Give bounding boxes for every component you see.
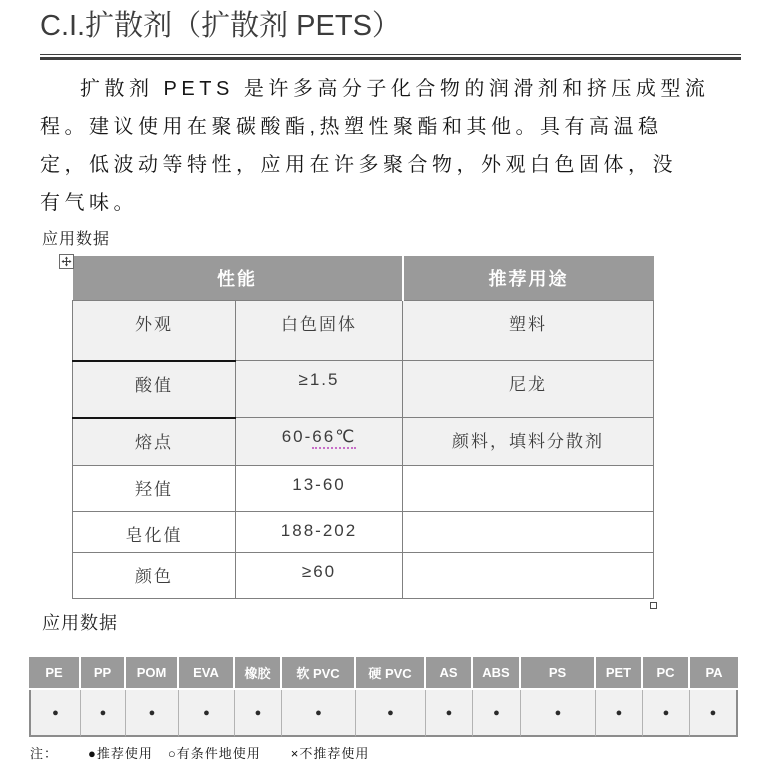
mark-cell: ●: [179, 690, 235, 737]
use-cell: 尼龙: [403, 361, 654, 418]
use-cell: 颜料，填料分散剂: [403, 418, 654, 466]
table-row: [73, 418, 654, 466]
mark-cell: ●: [81, 690, 126, 737]
section2-heading: 应用数据: [42, 613, 118, 633]
mark-cell: ●: [29, 690, 81, 737]
intro-line: 定，低波动等特性，应用在许多聚合物，外观白色固体，没: [40, 154, 677, 176]
application-table-marks-row: [29, 690, 738, 737]
properties-table: [72, 256, 654, 599]
use-cell: [403, 512, 654, 553]
polymer-header-cell: PP: [81, 657, 126, 690]
intro-paragraph: [40, 70, 752, 222]
polymer-header-cell: 硬 PVC: [356, 657, 426, 690]
table-move-handle-icon[interactable]: [59, 254, 74, 269]
value-cell: [236, 418, 403, 466]
legend-item-conditional: ○有条件地使用: [167, 746, 261, 761]
use-cell: [403, 466, 654, 512]
mark-cell: ●: [473, 690, 521, 737]
table-row: [73, 553, 654, 599]
properties-table-header-row: [73, 256, 654, 301]
table-row: [73, 512, 654, 553]
mark-cell: ●: [521, 690, 596, 737]
polymer-header-cell: EVA: [179, 657, 235, 690]
polymer-header-cell: PA: [690, 657, 738, 690]
mark-cell: ●: [690, 690, 738, 737]
polymer-header-cell: POM: [126, 657, 179, 690]
polymer-header-cell: ABS: [473, 657, 521, 690]
property-cell: 颜色: [73, 553, 236, 599]
recommended-use-header-cell: 推荐用途: [403, 256, 654, 301]
polymer-header-cell: PET: [596, 657, 643, 690]
legend-item-not-recommended: ×不推荐使用: [290, 746, 370, 761]
legend-note: [30, 743, 781, 762]
intro-line: 程。建议使用在聚碳酸酯,热塑性聚酯和其他。具有高温稳: [40, 116, 663, 138]
property-cell: 皂化值: [73, 512, 236, 553]
page-title: C.I.扩散剂（扩散剂 PETS）: [40, 10, 401, 42]
mark-cell: ●: [282, 690, 356, 737]
mark-cell: ●: [643, 690, 690, 737]
four-way-arrow-icon: [61, 256, 72, 267]
mark-cell: ●: [235, 690, 282, 737]
polymer-header-cell: PC: [643, 657, 690, 690]
table-resize-handle[interactable]: [650, 602, 657, 609]
polymer-header-cell: AS: [426, 657, 473, 690]
mark-cell: ●: [596, 690, 643, 737]
title-rule: [40, 54, 741, 60]
value-cell: ≥60: [236, 553, 403, 599]
use-cell: 塑料: [403, 301, 654, 361]
table-row: [73, 361, 654, 418]
polymer-header-cell: PE: [29, 657, 81, 690]
mark-cell: ●: [126, 690, 179, 737]
intro-line: 有气味。: [40, 192, 138, 214]
spellcheck-underlined-text: 66℃: [312, 427, 356, 449]
mark-cell: ●: [426, 690, 473, 737]
property-cell: 酸值: [73, 361, 236, 418]
polymer-header-cell: 橡胶: [235, 657, 282, 690]
use-cell: [403, 553, 654, 599]
application-table: [29, 657, 738, 737]
legend-item-recommended: ●推荐使用: [88, 746, 153, 761]
property-cell: 外观: [73, 301, 236, 361]
section1-heading: 应用数据: [42, 231, 111, 248]
mark-cell: ●: [356, 690, 426, 737]
table-row: [73, 466, 654, 512]
property-cell: 羟值: [73, 466, 236, 512]
value-cell: 188-202: [236, 512, 403, 553]
properties-header-cell: 性能: [73, 256, 403, 301]
application-table-header-row: [29, 657, 738, 690]
value-text: 60-: [281, 427, 313, 446]
legend-label: 注：: [30, 746, 59, 761]
value-cell: 白色固体: [236, 301, 403, 361]
table-row: [73, 301, 654, 361]
property-cell: 熔点: [73, 418, 236, 466]
polymer-header-cell: PS: [521, 657, 596, 690]
polymer-header-cell: 软 PVC: [282, 657, 356, 690]
intro-line: 扩散剂 PETS 是许多高分子化合物的润滑剂和挤压成型流: [80, 78, 710, 100]
document-page: [0, 8, 781, 771]
value-cell: ≥1.5: [236, 361, 403, 418]
value-cell: 13-60: [236, 466, 403, 512]
